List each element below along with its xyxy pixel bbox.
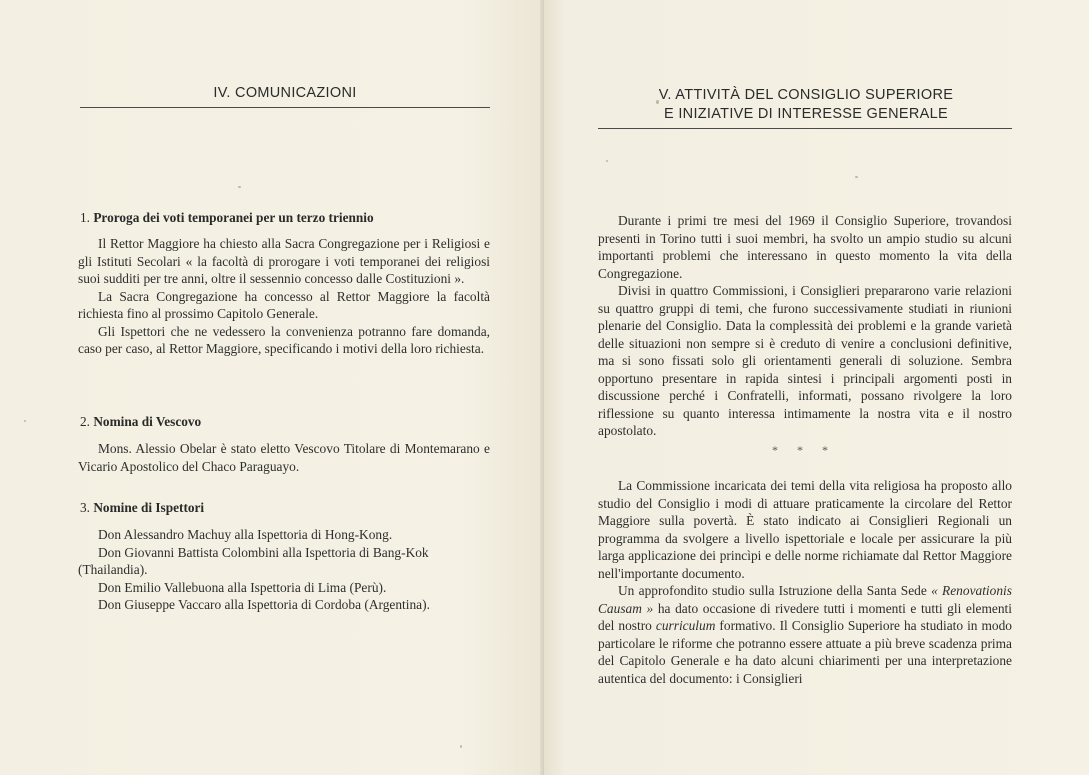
paragraph: La Commissione incaricata dei temi della vita religiosa ha proposto allo studio del Consiglio i modi di attuare praticamente la circolare del Rettor Maggiore sulla povertà. È stato indicato ai Consiglieri Regionali un programma da svolgere a livello ispettoriale e locale per assicurare la più larga applicazione dei princìpi e delle norme richiamate dal Rettor Maggiore nell'importante documento. <box>598 478 1012 581</box>
text-run: formativo. Il Consiglio Superiore ha studiato in modo particolare le riforme che potranno essere attuate a più breve scadenza prima del Capitolo Generale e ha dato alcuni chiarimenti per una interpretazione autentica del documento: i Consiglieri <box>598 618 1013 686</box>
section-1-body <box>78 235 490 358</box>
right-page-heading-line1: V. ATTIVITÀ DEL CONSIGLIO SUPERIORE <box>658 87 954 103</box>
paper-speck <box>460 745 462 748</box>
paragraph: Divisi in quattro Commissioni, i Consiglieri prepararono varie relazioni su quattro gruppi di temi, che furono successivamente studiati in riunioni plenarie del Consiglio. Data la complessità dei problemi e la grande varietà delle situazioni non sempre si è creduto di venire a conclusioni definitive, ma si sono fissati solo gli orientamenti generali di soluzione. Sembra opportuno presentare in rapida sintesi i principali argomenti posti in discussione perché i Confratelli, informati, possano rivolgere la loro riflessione su quanto interessa intimamente la nostra vita e il nostro apostolato. <box>598 283 1012 438</box>
right-heading-rule <box>598 128 1012 129</box>
paper-speck <box>238 186 241 188</box>
section-3-list <box>78 526 490 614</box>
left-heading-rule <box>80 107 490 108</box>
section-3-title <box>80 500 204 516</box>
section-separator: * * * <box>772 443 836 457</box>
left-page-heading: IV. COMUNICAZIONI <box>213 85 357 101</box>
right-page-heading-line2: E INIZIATIVE DI INTERESSE GENERALE <box>664 106 948 122</box>
paragraph: La Sacra Congregazione ha concesso al Rettor Maggiore la facoltà richiesta fino al prossimo Capitolo Generale. <box>78 288 490 321</box>
list-item: Don Giuseppe Vaccaro alla Ispettoria di Cordoba (Argentina). <box>98 597 430 612</box>
paper-speck <box>656 100 659 104</box>
paper-speck <box>24 420 26 422</box>
section-3-number: 3. <box>80 500 90 515</box>
paragraph <box>598 582 1012 687</box>
section-1-number: 1. <box>80 210 90 225</box>
italic-term: curriculum <box>655 618 716 633</box>
paragraph: Gli Ispettori che ne vedessero la convenienza potranno fare domanda, caso per caso, al Rettor Maggiore, specificando i motivi della loro richiesta. <box>78 323 490 356</box>
list-item: Don Emilio Vallebuona alla Ispettoria di Lima (Perù). <box>98 579 387 595</box>
paper-speck <box>606 160 608 162</box>
section-2-title-text: Nomina di Vescovo <box>93 414 202 429</box>
left-page <box>0 0 544 775</box>
list-item: Don Giovanni Battista Colombini alla Ispettoria di Bang-Kok <box>98 544 429 560</box>
list-item: (Thailandia). <box>78 562 148 577</box>
right-page <box>544 0 1089 775</box>
right-commission-body <box>598 477 1012 687</box>
text-run: Un approfondito studio sulla Istruzione della Santa Sede <box>618 583 932 598</box>
paragraph: Durante i primi tre mesi del 1969 il Consiglio Superiore, trovandosi presenti in Torino tutti i suoi membri, ha svolto un ampio studio su alcuni importanti problemi che interessano in questo momento la vita della Congregazione. <box>598 213 1012 281</box>
paragraph: Il Rettor Maggiore ha chiesto alla Sacra Congregazione per i Religiosi e gli Istituti Secolari « la facoltà di prorogare i voti temporanei dei religiosi suoi sudditi per tre anni, oltre il sessennio concesso dalle Costituzioni ». <box>78 236 490 286</box>
section-2-title <box>80 414 201 430</box>
text-run: ha dato occasione di rivedere tutti i momenti e tutti gli elementi del nostro <box>598 600 1012 633</box>
section-3-title-text: Nomine di Ispettori <box>93 500 205 515</box>
list-item: Don Alessandro Machuy alla Ispettoria di Hong-Kong. <box>98 527 393 542</box>
right-intro-body <box>598 212 1012 440</box>
italic-title: « Renovationis Causam » <box>598 583 1012 616</box>
paragraph: Mons. Alessio Obelar è stato eletto Vescovo Titolare di Montemarano e Vicario Apostolico del Chaco Paraguayo. <box>78 441 490 474</box>
paper-speck <box>855 176 858 178</box>
section-2-body <box>78 440 490 475</box>
section-2-number: 2. <box>80 414 90 429</box>
section-1-title <box>80 210 374 226</box>
section-1-title-text: Proroga dei voti temporanei per un terzo triennio <box>93 210 374 225</box>
